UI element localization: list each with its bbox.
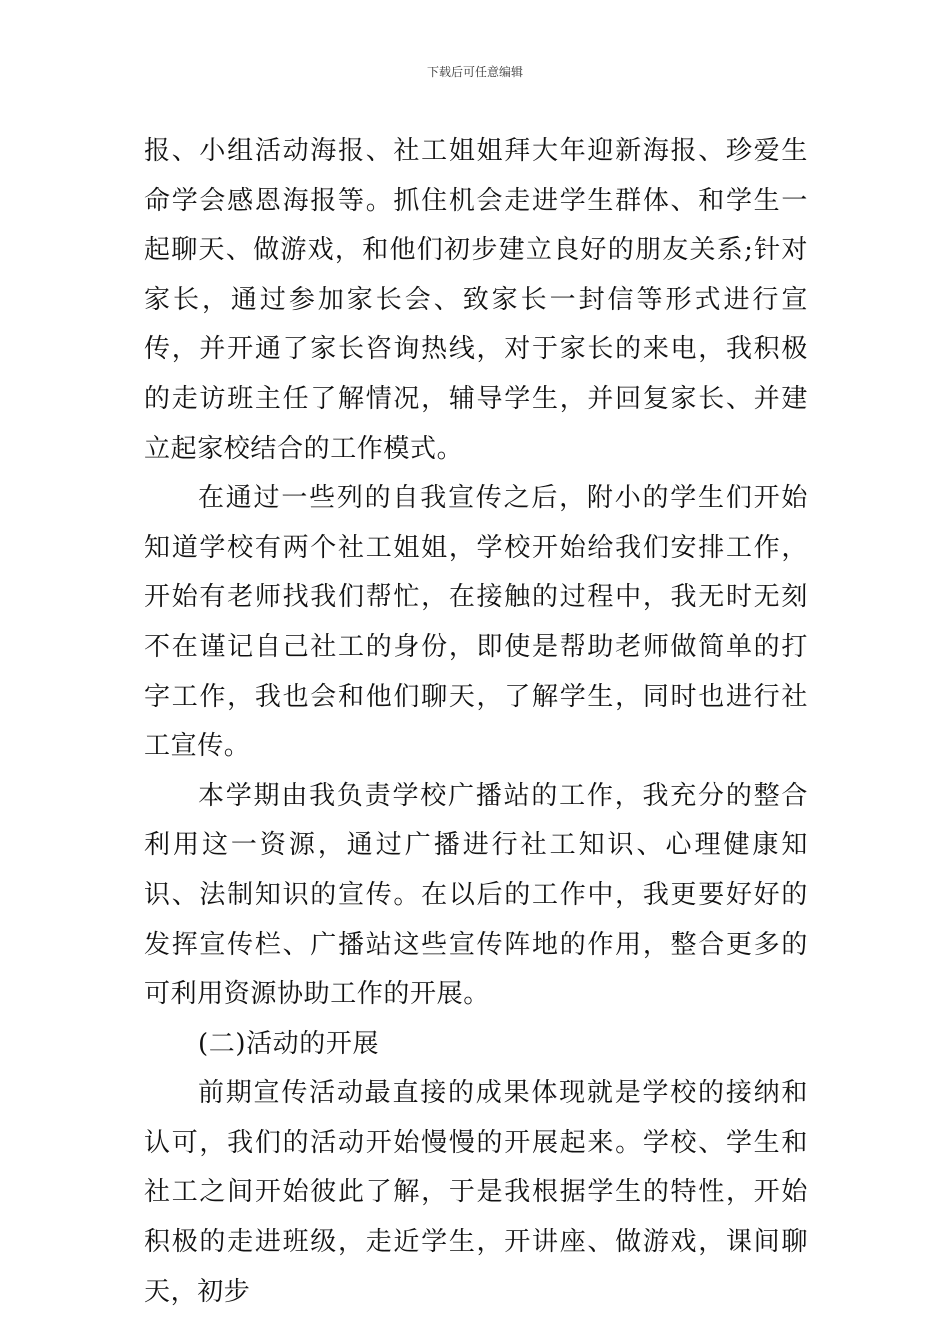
paragraph-continued: 报、小组活动海报、社工姐姐拜大年迎新海报、珍爱生命学会感恩海报等。抓住机会走进学生群体、和学生一起聊天、做游戏，和他们初步建立良好的朋友关系;针对家长，通过参加家长会、致家长一封信等形式进行宣传，并开通了家长咨询热线，对于家长的来电，我积极的走访班主任了解情况，辅导学生，并回复家长、并建立起家校结合的工作模式。 (144, 136, 808, 464)
section-heading-activities: (二)活动的开展 (198, 1028, 380, 1059)
paragraph-self-promotion: 在通过一些列的自我宣传之后，附小的学生们开始知道学校有两个社工姐姐，学校开始给我们安排工作，开始有老师找我们帮忙，在接触的过程中，我无时无刻不在谨记自己社工的身份，即使是帮助老师做简单的打字工作，我也会和他们聊天，了解学生，同时也进行社工宣传。 (144, 483, 808, 762)
page-header-note: 下载后可任意编辑 (426, 65, 523, 79)
document-body (144, 127, 808, 1317)
paragraph-activities: 前期宣传活动最直接的成果体现就是学校的接纳和认可，我们的活动开始慢慢的开展起来。学校、学生和社工之间开始彼此了解，于是我根据学生的特性，开始积极的走进班级，走近学生，开讲座、做游戏，课间聊天，初步 (144, 1078, 808, 1307)
paragraph-broadcast-station: 本学期由我负责学校广播站的工作，我充分的整合利用这一资源，通过广播进行社工知识、心理健康知识、法制知识的宣传。在以后的工作中，我更要好好的发挥宣传栏、广播站这些宣传阵地的作用，整合更多的可利用资源协助工作的开展。 (144, 780, 808, 1010)
